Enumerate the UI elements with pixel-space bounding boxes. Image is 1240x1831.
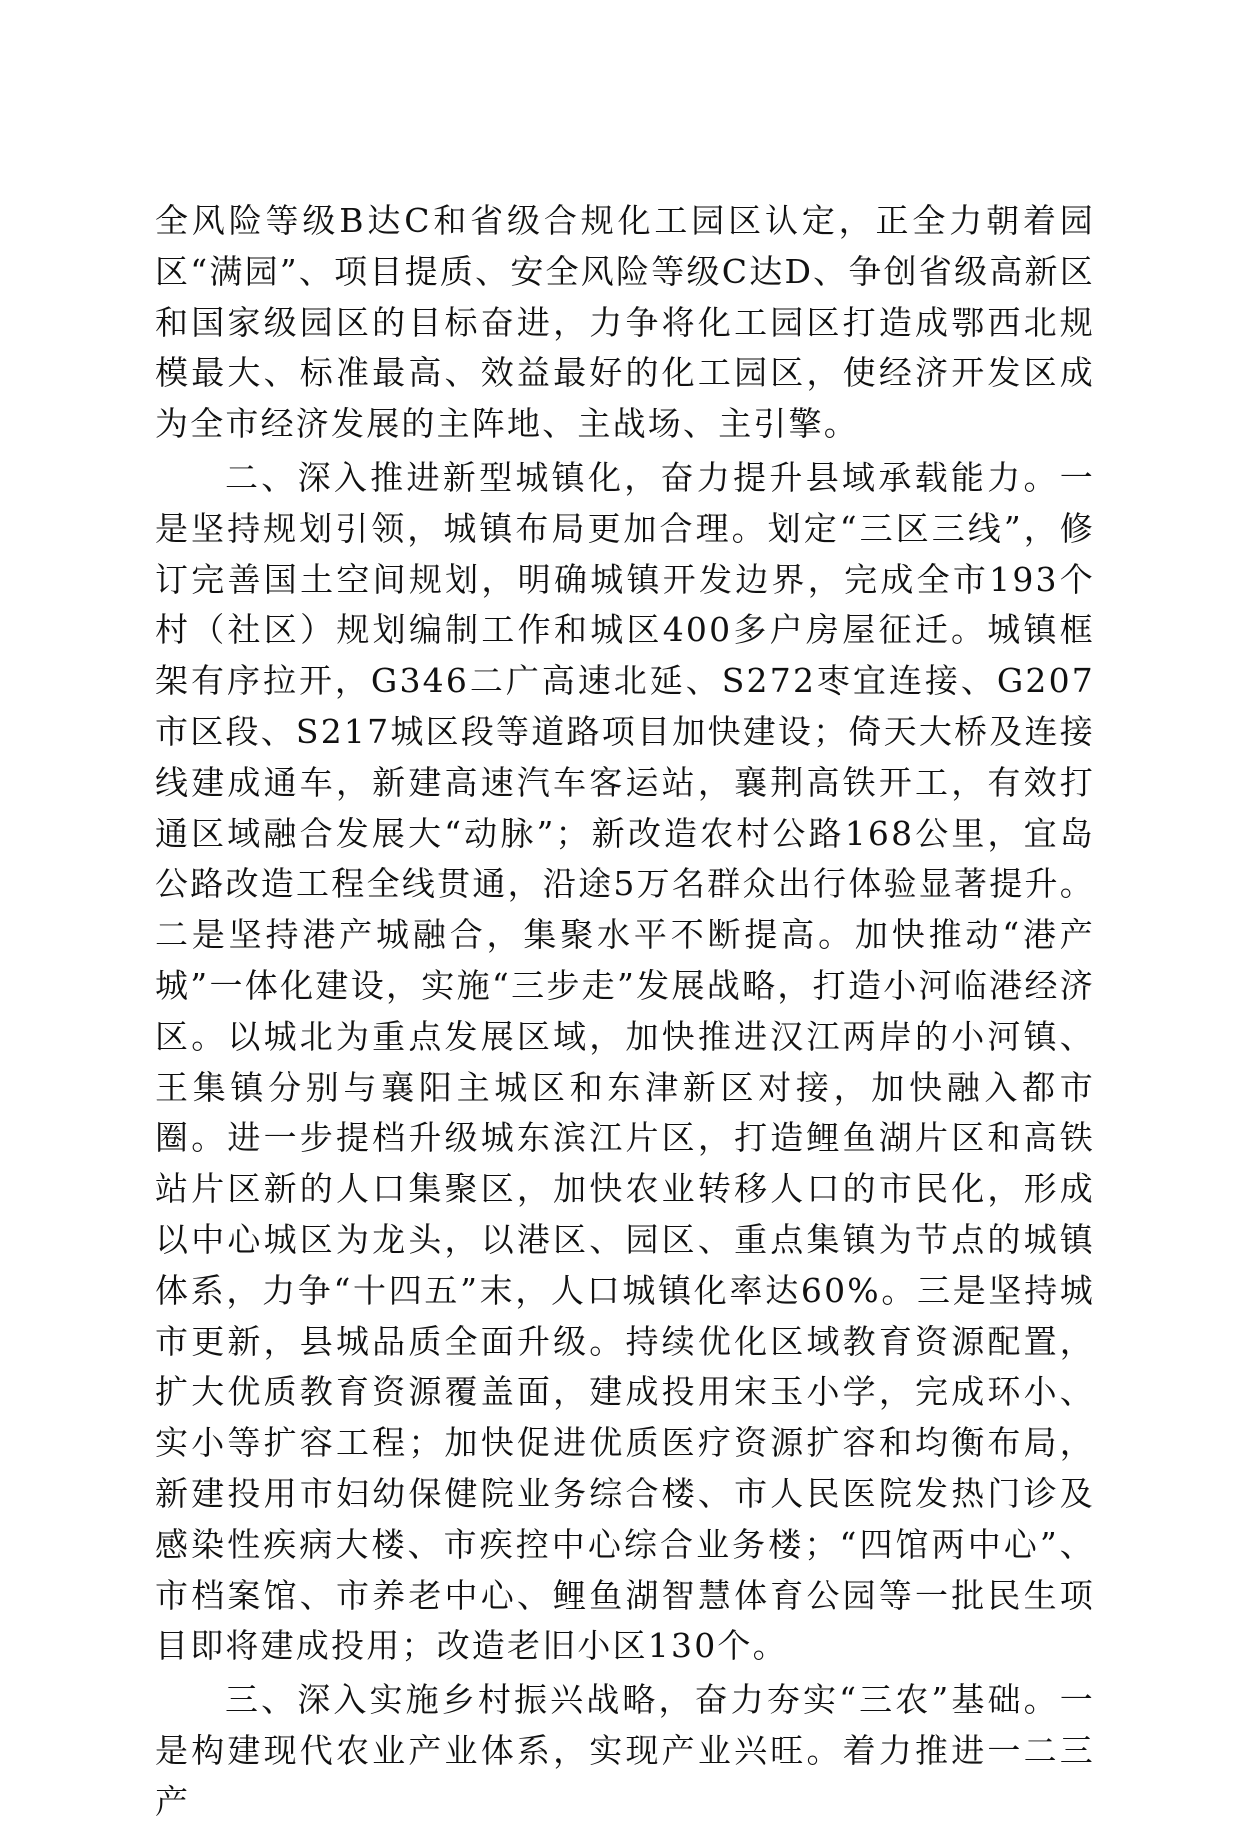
paragraph-section-three: 三、深入实施乡村振兴战略，奋力夯实“三农”基础。一是构建现代农业产业体系，实现产业兴旺。着力推进一二三产 (155, 1680, 1095, 1821)
paragraph-continued: 全风险等级B达C和省级合规化工园区认定，正全力朝着园区“满园”、项目提质、安全风险等级C达D、争创省级高新区和国家级园区的目标奋进，力争将化工园区打造成鄂西北规模最大、标准最高、效益最好的化工园区，使经济开发区成为全市经济发展的主阵地、主战场、主引擎。 (155, 201, 1095, 444)
document-body (155, 196, 1095, 1831)
paragraph-section-two: 二、深入推进新型城镇化，奋力提升县域承载能力。一是坚持规划引领，城镇布局更加合理。划定“三区三线”，修订完善国土空间规划，明确城镇开发边界，完成全市193个村（社区）规划编制工作和城区400多户房屋征迁。城镇框架有序拉开，G346二广高速北延、S272枣宜连接、G207市区段、S217城区段等道路项目加快建设；倚天大桥及连接线建成通车，新建高速汽车客运站，襄荆高铁开工，有效打通区域融合发展大“动脉”；新改造农村公路168公里，宜岛公路改造工程全线贯通，沿途5万名群众出行体验显著提升。二是坚持港产城融合，集聚水平不断提高。加快推动“港产城”一体化建设，实施“三步走”发展战略，打造小河临港经济区。以城北为重点发展区域，加快推进汉江两岸的小河镇、王集镇分别与襄阳主城区和东津新区对接，加快融入都市圈。进一步提档升级城东滨江片区，打造鲤鱼湖片区和高铁站片区新的人口集聚区，加快农业转移人口的市民化，形成以中心城区为龙头，以港区、园区、重点集镇为节点的城镇体系，力争“十四五”末，人口城镇化率达60%。三是坚持城市更新，县城品质全面升级。持续优化区域教育资源配置，扩大优质教育资源覆盖面，建成投用宋玉小学，完成环小、实小等扩容工程；加快促进优质医疗资源扩容和均衡布局，新建投用市妇幼保健院业务综合楼、市人民医院发热门诊及感染性疾病大楼、市疾控中心综合业务楼；“四馆两中心”、市档案馆、市养老中心、鲤鱼湖智慧体育公园等一批民生项目即将建成投用；改造老旧小区130个。 (155, 457, 1095, 1666)
